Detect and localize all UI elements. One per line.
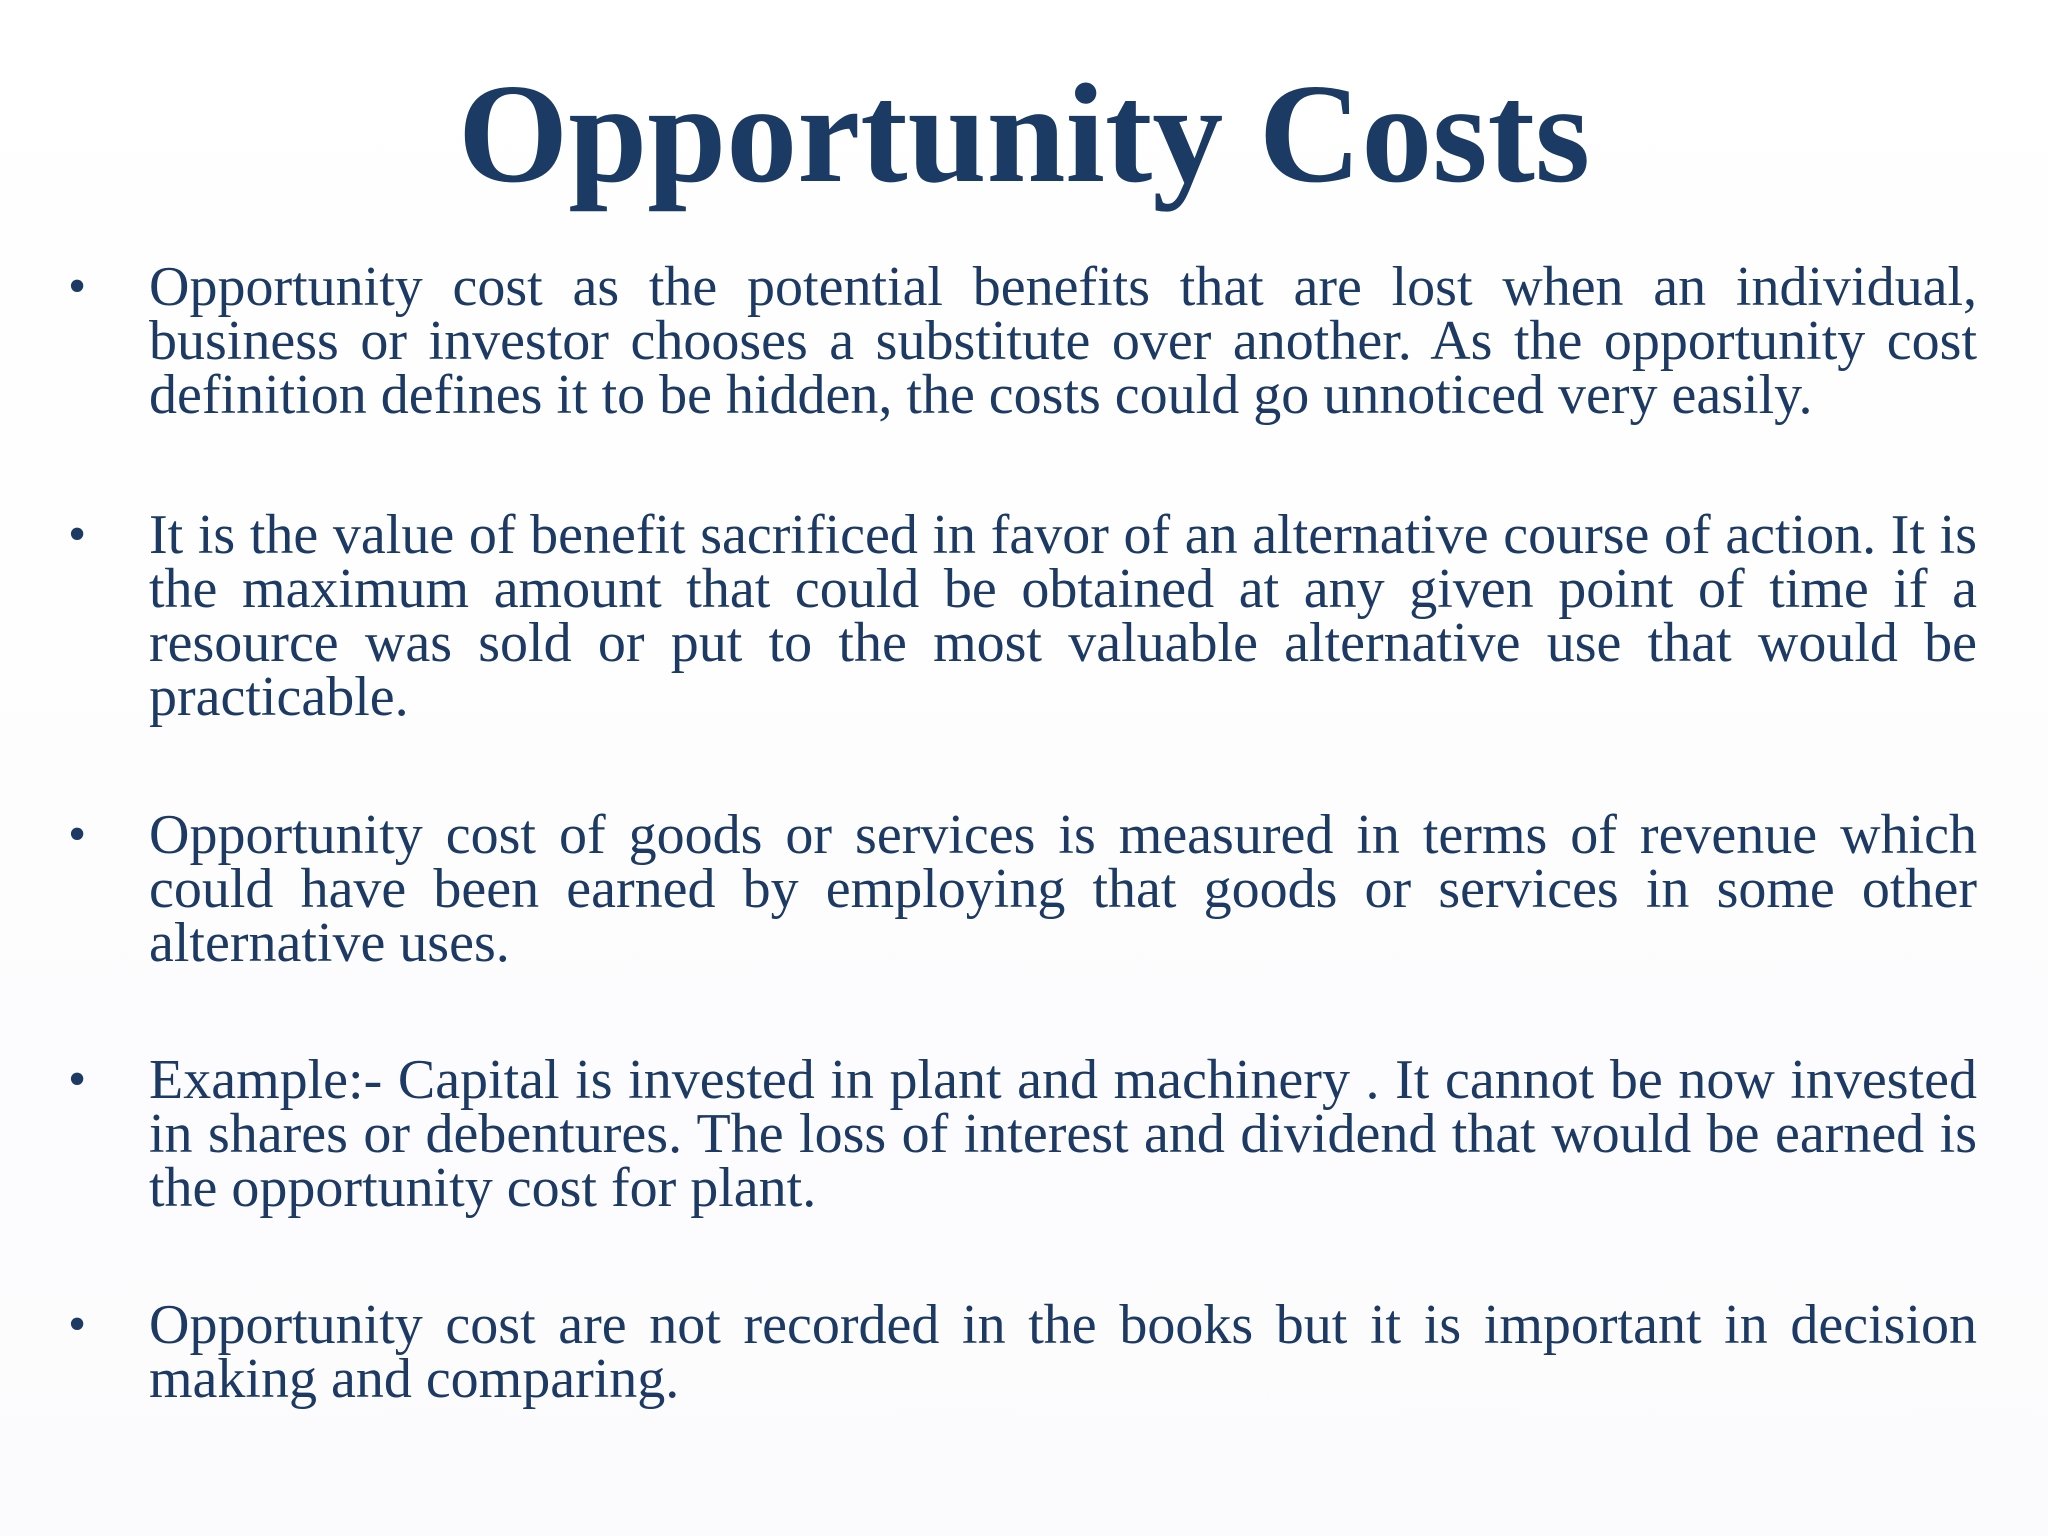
bullet-text: Opportunity cost are not recorded in the books but it is important in decision making and comparing. bbox=[149, 1294, 1977, 1410]
bullet-text: It is the value of benefit sacrificed in favor of an alternative course of action. It is the maximum amount that could be obtained at any given point of time if a resource was sold or put to the most valuable alternative use that would be practicable. bbox=[149, 504, 1977, 728]
bullet-dot: • bbox=[68, 506, 87, 563]
bullet-dot: • bbox=[68, 806, 87, 863]
bullet-dot: • bbox=[68, 258, 87, 315]
bullet-text: Opportunity cost of goods or services is measured in terms of revenue which could have been earned by employing that goods or services in some other alternative uses. bbox=[149, 804, 1977, 974]
bullet-dot: • bbox=[68, 1051, 87, 1108]
bullet-text: Example:- Capital is invested in plant and machinery . It cannot be now invested in shares or debentures. The loss of interest and dividend that would be earned is the opportunity cost for plant. bbox=[149, 1049, 1977, 1219]
bullet-dot: • bbox=[68, 1296, 87, 1353]
slide-title: Opportunity Costs bbox=[457, 54, 1591, 212]
bullet-text: Opportunity cost as the potential benefits that are lost when an individual, business or investor chooses a substitute over another. As the opportunity cost definition defines it to be hidden, the costs could go unnoticed very easily. bbox=[149, 256, 1977, 426]
